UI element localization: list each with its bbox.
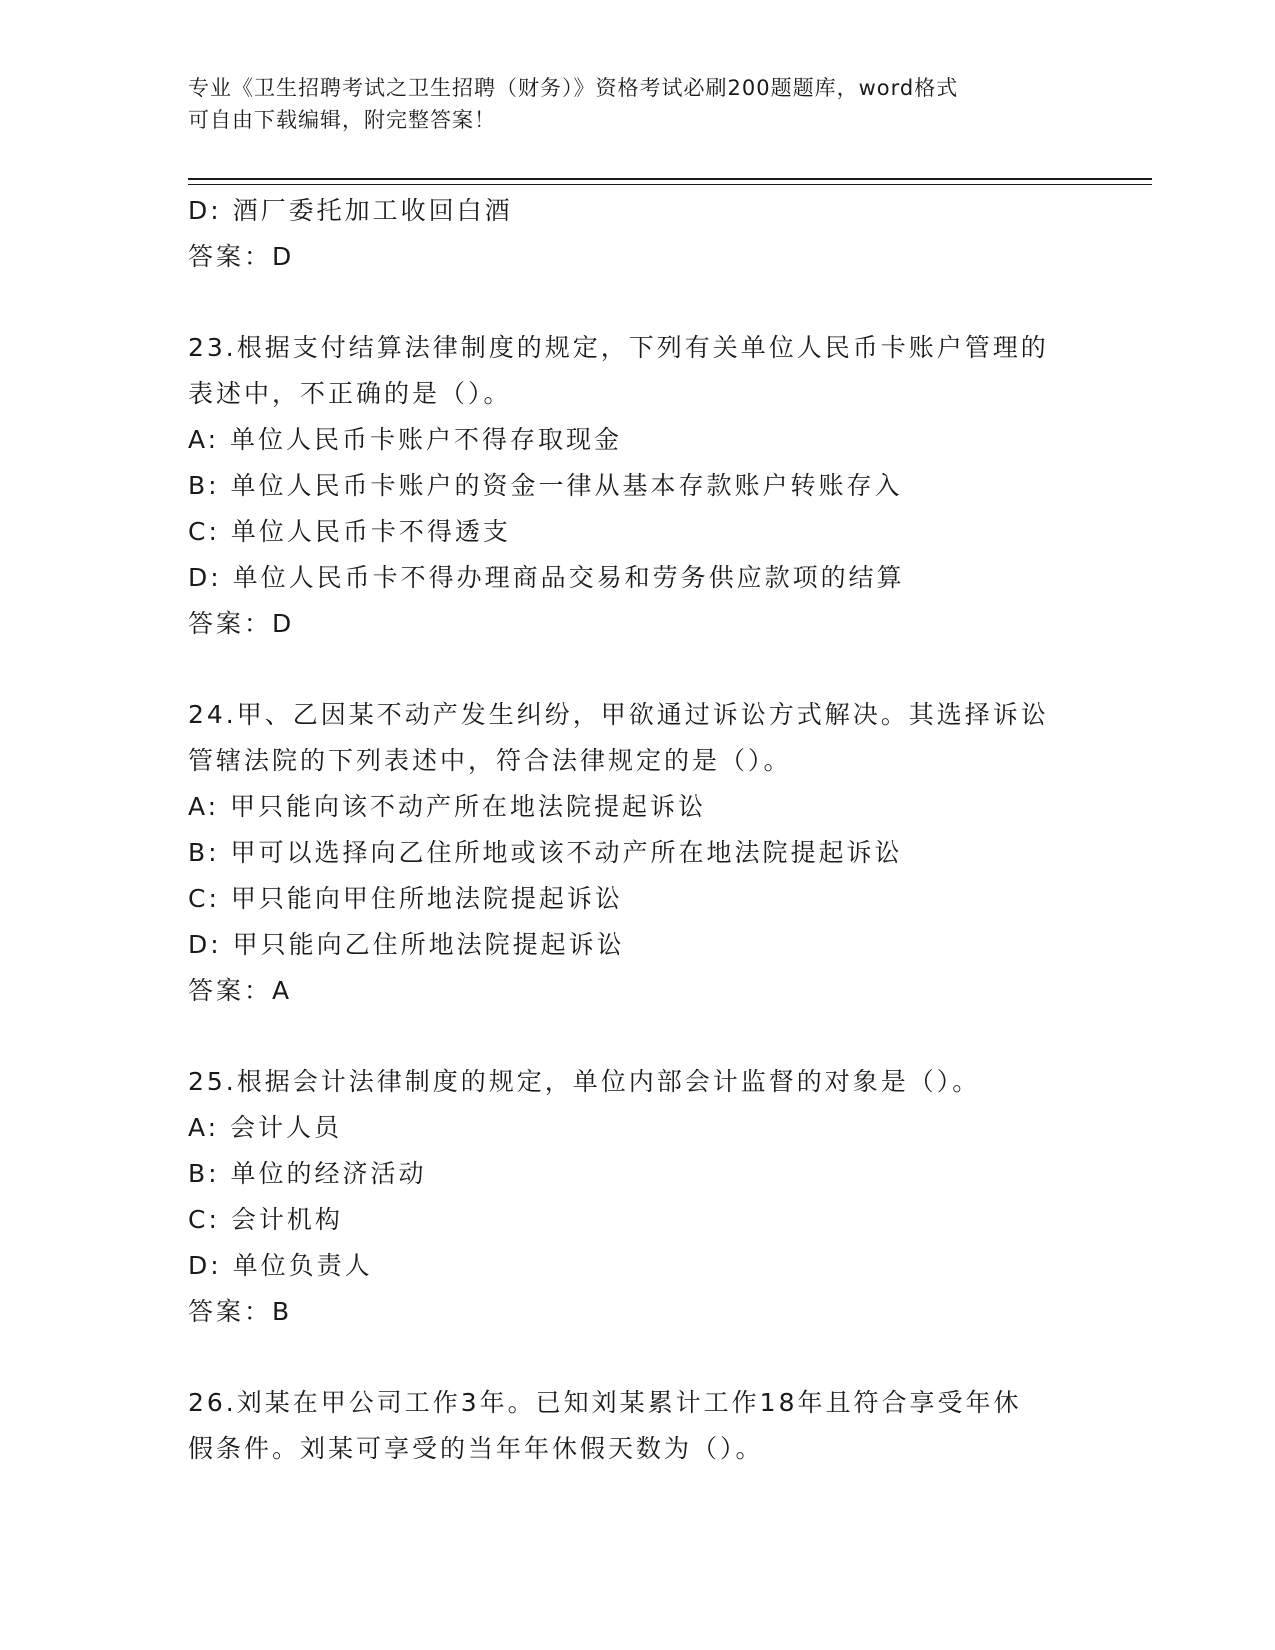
question-stem-line-1: 23.根据支付结算法律制度的规定，下列有关单位人民币卡账户管理的 bbox=[188, 333, 1049, 362]
header-line-1: 专业《卫生招聘考试之卫生招聘（财务）》资格考试必刷200题题库，word格式 bbox=[188, 76, 959, 100]
previous-question-tail bbox=[188, 188, 1088, 280]
answer-line: 答案：D bbox=[188, 609, 295, 638]
header-line-2: 可自由下载编辑，附完整答案！ bbox=[188, 108, 496, 132]
question-26 bbox=[188, 1380, 1088, 1472]
answer-line: 答案：D bbox=[188, 242, 295, 271]
option-d: D: 酒厂委托加工收回白酒 bbox=[188, 196, 513, 225]
option-c: C: 甲只能向甲住所地法院提起诉讼 bbox=[188, 884, 623, 913]
option-d: D: 单位人民币卡不得办理商品交易和劳务供应款项的结算 bbox=[188, 563, 905, 592]
question-stem-line-1: 24.甲、乙因某不动产发生纠纷，甲欲通过诉讼方式解决。其选择诉讼 bbox=[188, 700, 1049, 729]
option-d: D: 单位负责人 bbox=[188, 1251, 373, 1280]
header-divider-thick bbox=[188, 178, 1152, 180]
answer-line: 答案：A bbox=[188, 976, 293, 1005]
option-a: A: 甲只能向该不动产所在地法院提起诉讼 bbox=[188, 792, 707, 821]
question-stem-line-2: 管辖法院的下列表述中，符合法律规定的是（）。 bbox=[188, 746, 792, 775]
option-b: B: 甲可以选择向乙住所地或该不动产所在地法院提起诉讼 bbox=[188, 838, 903, 867]
option-a: A: 会计人员 bbox=[188, 1113, 343, 1142]
question-stem-line-2: 表述中，不正确的是（）。 bbox=[188, 379, 512, 408]
question-23 bbox=[188, 325, 1088, 647]
option-a: A: 单位人民币卡账户不得存取现金 bbox=[188, 425, 623, 454]
option-b: B: 单位人民币卡账户的资金一律从基本存款账户转账存入 bbox=[188, 471, 903, 500]
header-divider-thin bbox=[188, 184, 1152, 185]
question-25 bbox=[188, 1059, 1088, 1335]
document-header bbox=[188, 72, 1068, 136]
question-24 bbox=[188, 692, 1088, 1014]
question-stem-line-1: 25.根据会计法律制度的规定，单位内部会计监督的对象是（）。 bbox=[188, 1067, 981, 1096]
document-body bbox=[188, 188, 1088, 1472]
option-d: D: 甲只能向乙住所地法院提起诉讼 bbox=[188, 930, 625, 959]
option-c: C: 单位人民币卡不得透支 bbox=[188, 517, 511, 546]
answer-line: 答案：B bbox=[188, 1297, 293, 1326]
option-c: C: 会计机构 bbox=[188, 1205, 343, 1234]
question-stem-line-1: 26.刘某在甲公司工作3年。已知刘某累计工作18年且符合享受年休 bbox=[188, 1388, 1022, 1417]
question-stem-line-2: 假条件。刘某可享受的当年年休假天数为（）。 bbox=[188, 1434, 764, 1463]
option-b: B: 单位的经济活动 bbox=[188, 1159, 427, 1188]
